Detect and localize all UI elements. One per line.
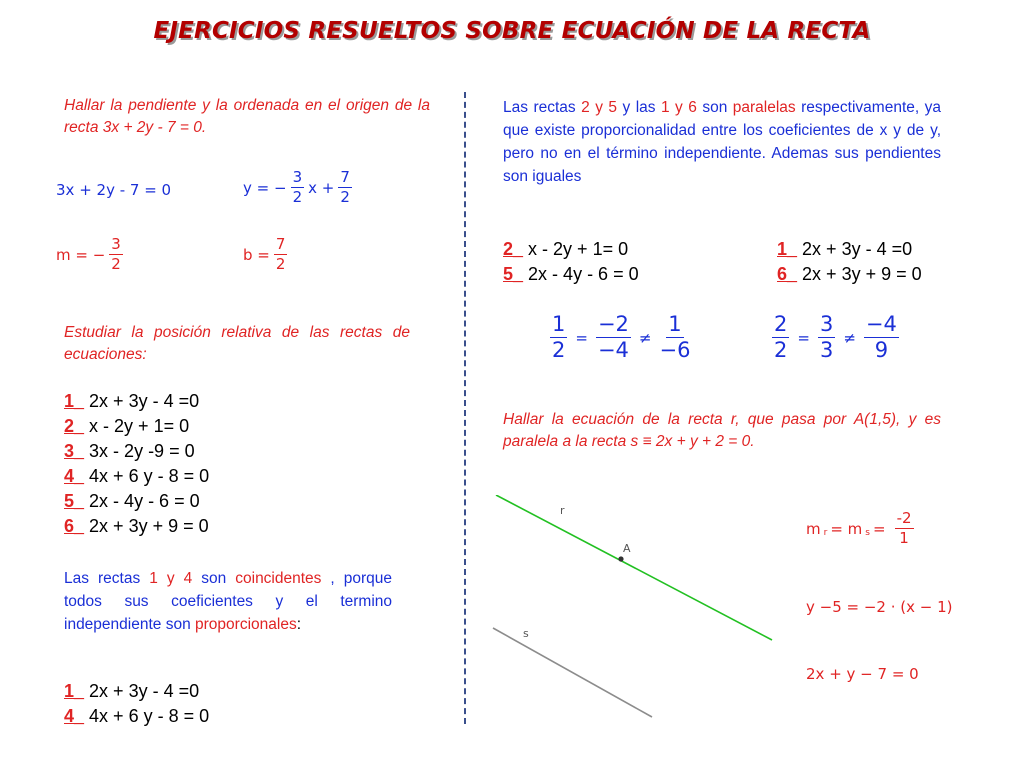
label-s: s (523, 627, 529, 640)
slope-equality: m $_r$ = m $_s$ = $\frac{-2}{1}$ (806, 509, 912, 547)
page-title: EJERCICIOS RESUELTOS SOBRE ECUACIÓN DE LA RECTA (153, 18, 871, 44)
equation-list (64, 389, 209, 539)
intercept-fraction: $\frac{7}{2}$ (275, 235, 286, 273)
equation-row (64, 489, 209, 514)
ratio-1-6: $\frac{2}{2}$ = $\frac{3}{3}$ ≠ $\frac{-4}{9}$ (774, 312, 897, 362)
coincident-equation-row (64, 679, 209, 704)
result-equation: 2x + y − 7 = 0 (806, 665, 919, 683)
parallel-lines-figure (490, 495, 775, 720)
intercept-value (243, 237, 287, 272)
equation-row (64, 439, 209, 464)
line-s (493, 628, 652, 717)
equation-number: 1_ (64, 681, 85, 701)
pair-2: 2_ x - 2y + 1= 0 (503, 239, 629, 259)
slope-value (56, 237, 123, 272)
equation-number: 5_ (64, 491, 85, 511)
equation-text: 3x - 2y -9 = 0 (89, 441, 195, 461)
equation-row (64, 514, 209, 539)
slope-label: m = − (56, 245, 106, 264)
slope-fraction: $\frac{3}{2}$ (111, 235, 121, 273)
pair-1: 1_ 2x + 3y - 4 =0 (777, 239, 913, 259)
equation-number: 2_ (64, 416, 85, 436)
coincident-equation-row (64, 704, 209, 729)
label-r: r (560, 504, 565, 517)
equation-text: 4x + 6 y - 8 = 0 (89, 466, 210, 486)
equation-row (64, 389, 209, 414)
intercept-label: b = (243, 245, 270, 264)
exercise2-prompt: Estudiar la posición relativa de las rectas de ecuaciones: (64, 324, 410, 363)
equation-number: 4_ (64, 466, 85, 486)
equation-number: 4_ (64, 706, 85, 726)
equation-text: 2x + 3y - 4 =0 (89, 681, 200, 701)
point-slope-equation: y −5 = −2 · (x − 1) (806, 598, 953, 616)
fraction-3-2: $\frac{3}{2}$ (292, 168, 303, 206)
explicit-mid: x + (308, 178, 335, 197)
fraction-7-2: $\frac{7}{2}$ (340, 168, 350, 206)
exercise1-prompt: Hallar la pendiente y la ordenada en el origen de la recta 3x + 2y - 7 = 0. (64, 97, 430, 136)
equation-text: x - 2y + 1= 0 (89, 416, 190, 436)
equation-text: 2x + 3y - 4 =0 (89, 391, 200, 411)
label-a: A (623, 542, 631, 555)
explicit-equation (243, 170, 352, 205)
equation-row (64, 464, 209, 489)
column-divider (464, 92, 466, 724)
general-equation: 3x + 2y - 7 = 0 (56, 181, 172, 199)
coincident-explanation: Las rectas 1 y 4 son coincidentes , porque todos sus coeficientes y el termino independiente son proporcionales: (64, 570, 393, 633)
equation-number: 1_ (64, 391, 85, 411)
equation-text: 2x - 4y - 6 = 0 (89, 491, 200, 511)
exercise3-prompt: Hallar la ecuación de la recta r, que pasa por A(1,5), y es paralela a la recta s ≡ 2x + y + 2 = 0. (503, 411, 941, 450)
equation-text: 2x + 3y + 9 = 0 (89, 516, 209, 536)
equation-number: 6_ (64, 516, 85, 536)
point-a (618, 556, 623, 561)
line-r (496, 495, 772, 640)
pair-5: 5_ 2x - 4y - 6 = 0 (503, 264, 639, 284)
equation-number: 3_ (64, 441, 85, 461)
explicit-lhs: y = − (243, 178, 287, 197)
ratio-2-5: $\frac{1}{2}$ = $\frac{-2}{-4}$ ≠ $\frac{1}{-6}$ (552, 312, 691, 362)
coincident-equations (64, 679, 209, 729)
equation-row (64, 414, 209, 439)
equation-text: 4x + 6 y - 8 = 0 (89, 706, 210, 726)
pair-6: 6_ 2x + 3y + 9 = 0 (777, 264, 922, 284)
parallel-explanation: Las rectas 2 y 5 y las 1 y 6 son paralelas respectivamente, ya que existe proporcionalidad entre los coeficientes de x y de y, pero no en el término independiente. Ademas sus pendientes son iguales (503, 99, 941, 185)
